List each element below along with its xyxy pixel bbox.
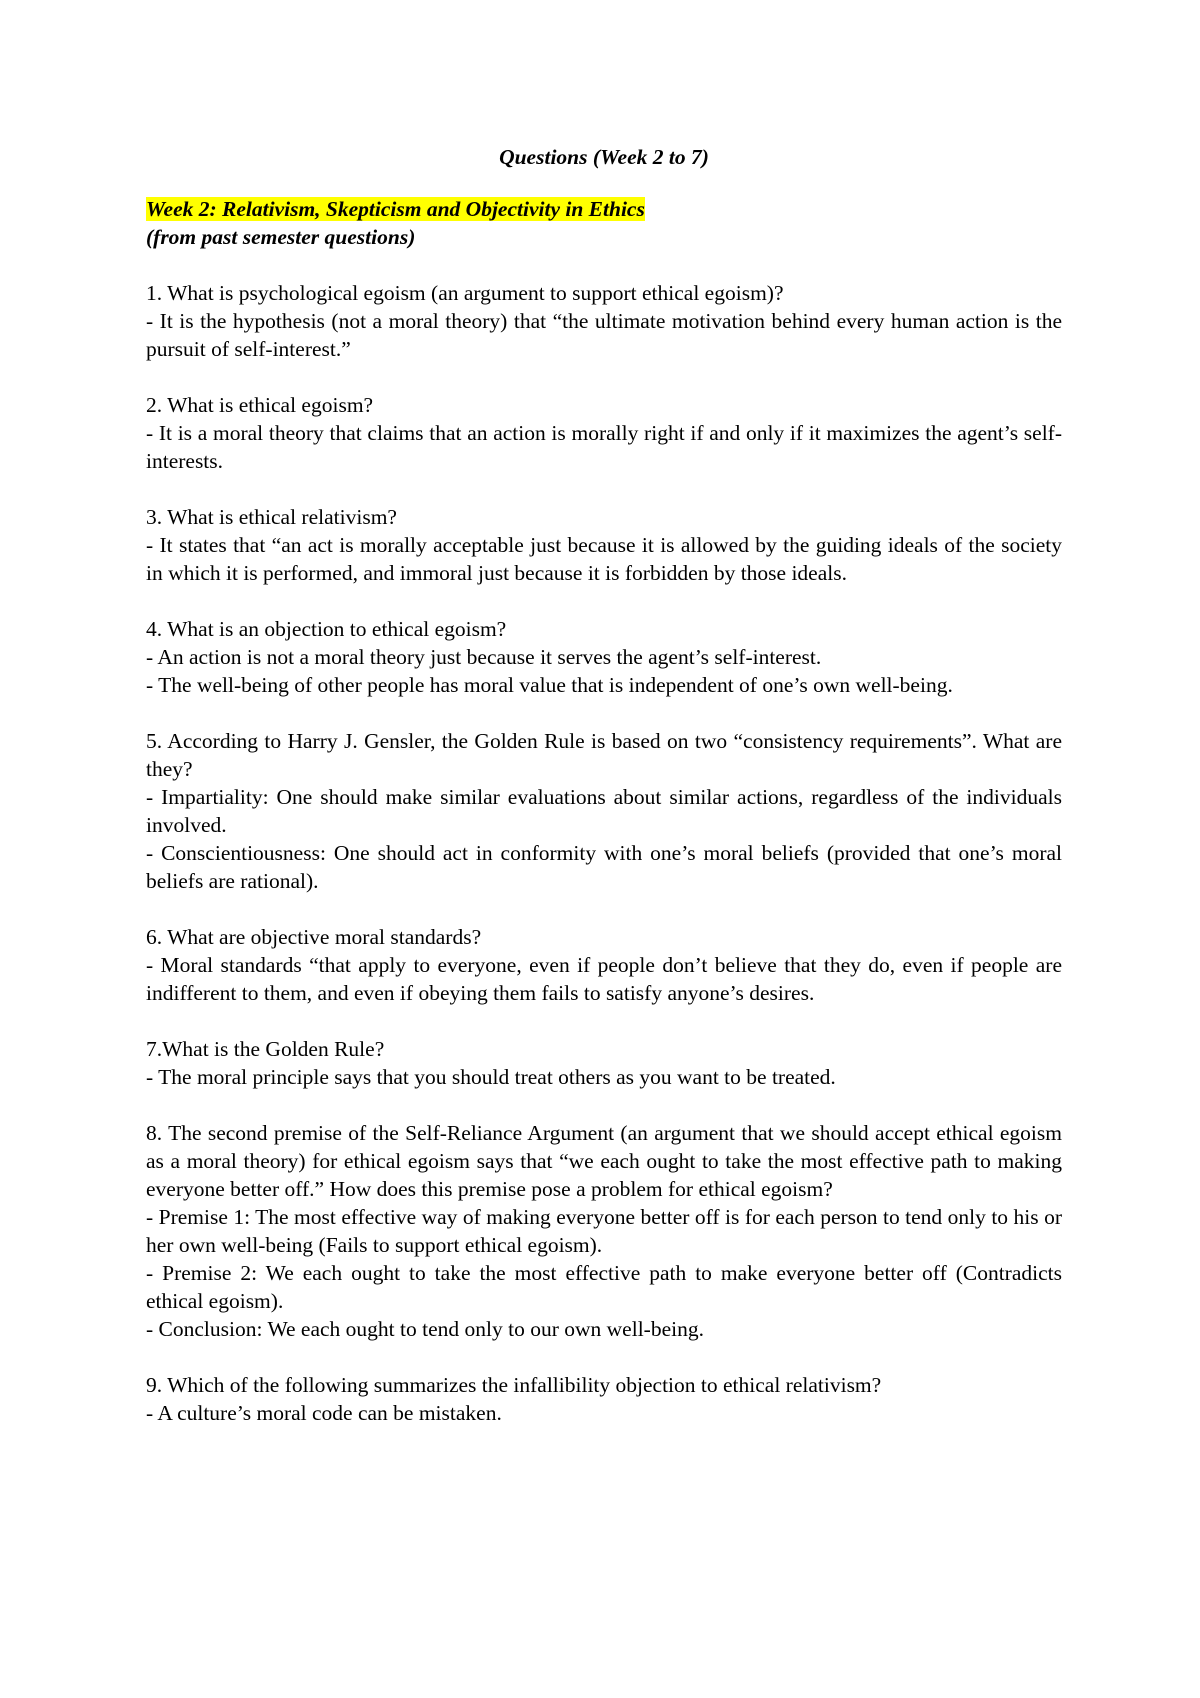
question-text: 9. Which of the following summarizes the infallibility objection to ethical relativism? bbox=[146, 1373, 882, 1397]
week-heading bbox=[146, 195, 1062, 223]
answer-text: - The moral principle says that you should treat others as you want to be treated. bbox=[146, 1065, 836, 1089]
week-subheading: (from past semester questions) bbox=[146, 225, 416, 249]
question-block-5 bbox=[146, 727, 1062, 895]
question-text: 6. What are objective moral standards? bbox=[146, 925, 482, 949]
question-block-1 bbox=[146, 279, 1062, 363]
answer-text: - An action is not a moral theory just because it serves the agent’s self-interest. bbox=[146, 645, 822, 669]
answer-text: - It states that “an act is morally acceptable just because it is allowed by the guiding ideals of the society in which it is performed, and immoral just because it is forbidden by those ideals. bbox=[146, 533, 1062, 585]
answer-text: - Impartiality: One should make similar evaluations about similar actions, regardless of the individuals involved. bbox=[146, 785, 1062, 837]
question-text: 1. What is psychological egoism (an argument to support ethical egoism)? bbox=[146, 281, 784, 305]
question-text: 2. What is ethical egoism? bbox=[146, 393, 374, 417]
answer-text: - Conclusion: We each ought to tend only to our own well-being. bbox=[146, 1317, 704, 1341]
answer-text: - Premise 2: We each ought to take the most effective path to make everyone better off (Contradicts ethical egoism). bbox=[146, 1261, 1062, 1313]
question-block-8 bbox=[146, 1119, 1062, 1343]
question-block-2 bbox=[146, 391, 1062, 475]
answer-text: - It is the hypothesis (not a moral theory) that “the ultimate motivation behind every human action is the pursuit of self-interest.” bbox=[146, 309, 1062, 361]
question-text: 7.What is the Golden Rule? bbox=[146, 1037, 385, 1061]
question-block-7 bbox=[146, 1035, 1062, 1091]
question-block-4 bbox=[146, 615, 1062, 699]
answer-text: - It is a moral theory that claims that an action is morally right if and only if it maximizes the agent’s self-interests. bbox=[146, 421, 1062, 473]
answer-text: - The well-being of other people has moral value that is independent of one’s own well-being. bbox=[146, 673, 953, 697]
question-text: 3. What is ethical relativism? bbox=[146, 505, 397, 529]
question-text: 4. What is an objection to ethical egoism? bbox=[146, 617, 507, 641]
week-heading-highlight: Week 2: Relativism, Skepticism and Objectivity in Ethics bbox=[146, 197, 645, 221]
document-page bbox=[146, 143, 1062, 1455]
document-title: Questions (Week 2 to 7) bbox=[499, 145, 709, 169]
question-text: 5. According to Harry J. Gensler, the Golden Rule is based on two “consistency requirements”. What are they? bbox=[146, 729, 1062, 781]
answer-text: - A culture’s moral code can be mistaken. bbox=[146, 1401, 502, 1425]
answer-text: - Moral standards “that apply to everyone, even if people don’t believe that they do, even if people are indifferent to them, and even if obeying them fails to satisfy anyone’s desires. bbox=[146, 953, 1062, 1005]
question-block-3 bbox=[146, 503, 1062, 587]
question-block-9 bbox=[146, 1371, 1062, 1427]
answer-text: - Conscientiousness: One should act in conformity with one’s moral beliefs (provided that one’s moral beliefs are rational). bbox=[146, 841, 1062, 893]
question-block-6 bbox=[146, 923, 1062, 1007]
answer-text: - Premise 1: The most effective way of making everyone better off is for each person to tend only to his or her own well-being (Fails to support ethical egoism). bbox=[146, 1205, 1062, 1257]
question-text: 8. The second premise of the Self-Reliance Argument (an argument that we should accept ethical egoism as a moral theory) for ethical egoism says that “we each ought to take the most effective path to making everyone better off.” How does this premise pose a problem for ethical egoism? bbox=[146, 1121, 1062, 1201]
